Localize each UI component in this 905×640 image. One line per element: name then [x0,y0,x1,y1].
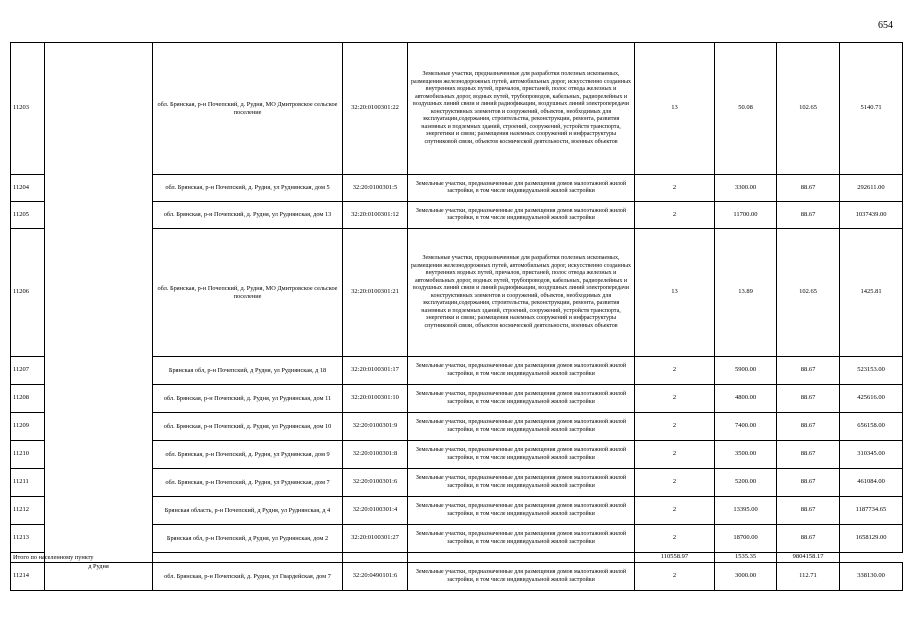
row-category: 2 [635,563,715,591]
row-rate: 88.67 [777,469,840,497]
row-area: 50.08 [715,43,777,175]
row-rate: 102.65 [777,43,840,175]
row-rate: 112.71 [777,563,840,591]
row-id: 11210 [11,441,45,469]
row-value: 523153.00 [840,357,903,385]
land-registry-table [10,42,903,591]
row-value: 656158.00 [840,413,903,441]
row-area: 5200.00 [715,469,777,497]
row-address: обл. Брянская, р-н Почепский, д. Рудня, МО Дмитровское сельское поселение [153,229,343,357]
row-use: Земельные участки, предназначенные для размещения домов малоэтажной жилой застройки, в том числе индивидуальной жилой застройки [408,357,635,385]
row-address: обл. Брянская, р-н Почепский, д. Рудня, МО Дмитровское сельское поселение [153,43,343,175]
row-id: 11212 [11,497,45,525]
row-cadastral: 32:20:0100301:12 [343,202,408,229]
total-label: Итого по населенному пункту [11,553,153,563]
row-category: 2 [635,441,715,469]
row-value: 461084.00 [840,469,903,497]
row-area: 4800.00 [715,385,777,413]
row-use: Земельные участки, предназначенные для размещения домов малоэтажной жилой застройки, в том числе индивидуальной жилой застройки [408,413,635,441]
row-rate: 88.67 [777,175,840,202]
row-category: 2 [635,413,715,441]
row-use: Земельные участки, предназначенные для размещения домов малоэтажной жилой застройки, в том числе индивидуальной жилой застройки [408,175,635,202]
row-id: 11203 [11,43,45,175]
row-use: Земельные участки, предназначенные для размещения домов малоэтажной жилой застройки, в том числе индивидуальной жилой застройки [408,385,635,413]
row-cadastral: 32:20:0100301:5 [343,175,408,202]
row-id: 11206 [11,229,45,357]
row-cadastral: 32:20:0100301:17 [343,357,408,385]
row-id: 11205 [11,202,45,229]
row-category: 13 [635,43,715,175]
total-area: 110558.97 [635,553,715,563]
row-area: 13395.00 [715,497,777,525]
row-value: 310345.00 [840,441,903,469]
row-cadastral: 32:20:0100301:27 [343,525,408,553]
row-rate: 88.67 [777,441,840,469]
total-blank [343,553,408,563]
table-row [11,563,903,591]
row-rate: 88.67 [777,385,840,413]
total-row [11,553,903,563]
total-blank [408,553,635,563]
row-rate: 88.67 [777,525,840,553]
row-use: Земельные участки, предназначенные для размещения домов малоэтажной жилой застройки, в том числе индивидуальной жилой застройки [408,497,635,525]
row-id: 11204 [11,175,45,202]
row-use: Земельные участки, предназначенные для размещения домов малоэтажной жилой застройки, в том числе индивидуальной жилой застройки [408,525,635,553]
row-address: обл. Брянская, р-н Почепский, д. Рудня, ул Гвардейская, дом 7 [153,563,343,591]
row-cadastral: 32:20:0490101:6 [343,563,408,591]
row-value: 338130.00 [840,563,903,591]
row-value: 292611.00 [840,175,903,202]
row-area: 11700.00 [715,202,777,229]
row-address: обл. Брянская, р-н Почепский, д. Рудня, ул Руднянская, дом 5 [153,175,343,202]
total-blank [153,553,343,563]
row-cadastral: 32:20:0100301:10 [343,385,408,413]
row-area: 7400.00 [715,413,777,441]
row-address: Брянская обл, р-н Почепский, д Рудня, ул Руднянская, д 18 [153,357,343,385]
row-category: 2 [635,497,715,525]
row-cadastral: 32:20:0100301:21 [343,229,408,357]
row-category: 2 [635,202,715,229]
row-value: 425616.00 [840,385,903,413]
row-cadastral: 32:20:0100301:8 [343,441,408,469]
row-value: 1425.81 [840,229,903,357]
row-id: 11213 [11,525,45,553]
row-cadastral: 32:20:0100301:4 [343,497,408,525]
row-cadastral: 32:20:0100301:9 [343,413,408,441]
row-area: 3300.00 [715,175,777,202]
row-value: 1037439.00 [840,202,903,229]
row-address: обл. Брянская, р-н Почепский, д. Рудня, ул Руднянская, дом 11 [153,385,343,413]
total-value: 9804158.17 [777,553,840,563]
row-rate: 88.67 [777,413,840,441]
row-address: Брянская обл, р-н Почепский, д Рудня, ул Руднянская, дом 2 [153,525,343,553]
row-id: 11208 [11,385,45,413]
row-value: 1187734.65 [840,497,903,525]
row-area: 3500.00 [715,441,777,469]
row-id: 11207 [11,357,45,385]
row-use: Земельные участки, предназначенные для размещения домов малоэтажной жилой застройки, в том числе индивидуальной жилой застройки [408,469,635,497]
row-category: 2 [635,525,715,553]
row-use: Земельные участки, предназначенные для разработки полезных ископаемых, размещения железнодорожных путей, автомобильных дорог, искусственно созданных внутренних водных путей, причалов, пристаней, полос отвода железных и автомобильных дорог, водных путей, трубопроводов, кабельных, радиорелейных и воздушных линий связи и линий радиофикации, воздушных линий электропередачи конструктивных элементов и сооружений, объектов, необходимых для эксплуатации,содержания, строительства, реконструкции, ремонта, развития наземных и подземных зданий, строений, сооружений, устройств транспорта, энергетики и связи; размещения наземных сооружений и инфраструктуры спутниковой связи, объектов космической деятельности, военных объектов [408,43,635,175]
row-value: 1658129.00 [840,525,903,553]
page-number: 654 [878,20,893,31]
row-address: обл. Брянская, р-н Почепский, д. Рудня, ул Руднянская, дом 9 [153,441,343,469]
row-area: 5900.00 [715,357,777,385]
row-area: 3000.00 [715,563,777,591]
row-id: 11214 [11,563,45,591]
row-category: 2 [635,385,715,413]
row-rate: 88.67 [777,357,840,385]
locality-name: д Рудня [45,563,153,591]
row-category: 2 [635,357,715,385]
row-rate: 88.67 [777,202,840,229]
row-id: 11211 [11,469,45,497]
row-category: 2 [635,175,715,202]
table-body [11,43,903,591]
row-rate: 88.67 [777,497,840,525]
row-address: обл. Брянская, р-н Почепский, д. Рудня, ул Руднянская, дом 10 [153,413,343,441]
row-use: Земельные участки, предназначенные для размещения домов малоэтажной жилой застройки, в том числе индивидуальной жилой застройки [408,441,635,469]
row-use: Земельные участки, предназначенные для размещения домов малоэтажной жилой застройки, в том числе индивидуальной жилой застройки [408,202,635,229]
row-address: обл. Брянская, р-н Почепский, д. Рудня, ул Руднянская, дом 7 [153,469,343,497]
locality-cell [45,43,153,563]
row-address: обл. Брянская, р-н Почепский, д. Рудня, ул Руднянская, дом 13 [153,202,343,229]
row-value: 5140.71 [840,43,903,175]
row-cadastral: 32:20:0100301:22 [343,43,408,175]
row-id: 11209 [11,413,45,441]
row-address: Брянская область, р-н Почепский, д Рудня, ул Руднянская, д 4 [153,497,343,525]
row-category: 13 [635,229,715,357]
row-category: 2 [635,469,715,497]
row-rate: 102.65 [777,229,840,357]
row-area: 18700.00 [715,525,777,553]
table-row [11,43,903,175]
row-use: Земельные участки, предназначенные для размещения домов малоэтажной жилой застройки, в том числе индивидуальной жилой застройки [408,563,635,591]
row-area: 13.89 [715,229,777,357]
row-use: Земельные участки, предназначенные для разработки полезных ископаемых, размещения железнодорожных путей, автомобильных дорог, искусственно созданных внутренних водных путей, причалов, пристаней, полос отвода железных и автомобильных дорог, водных путей, трубопроводов, кабельных, радиорелейных и воздушных линий связи и линий радиофикации, воздушных линий электропередачи конструктивных элементов и сооружений, объектов, необходимых для эксплуатации,содержания, строительства, реконструкции, ремонта, развития наземных и подземных зданий, строений, сооружений, устройств транспорта, энергетики и связи; размещения наземных сооружений и инфраструктуры спутниковой связи, объектов космической деятельности, военных объектов [408,229,635,357]
row-cadastral: 32:20:0100301:6 [343,469,408,497]
total-rate: 1535.35 [715,553,777,563]
